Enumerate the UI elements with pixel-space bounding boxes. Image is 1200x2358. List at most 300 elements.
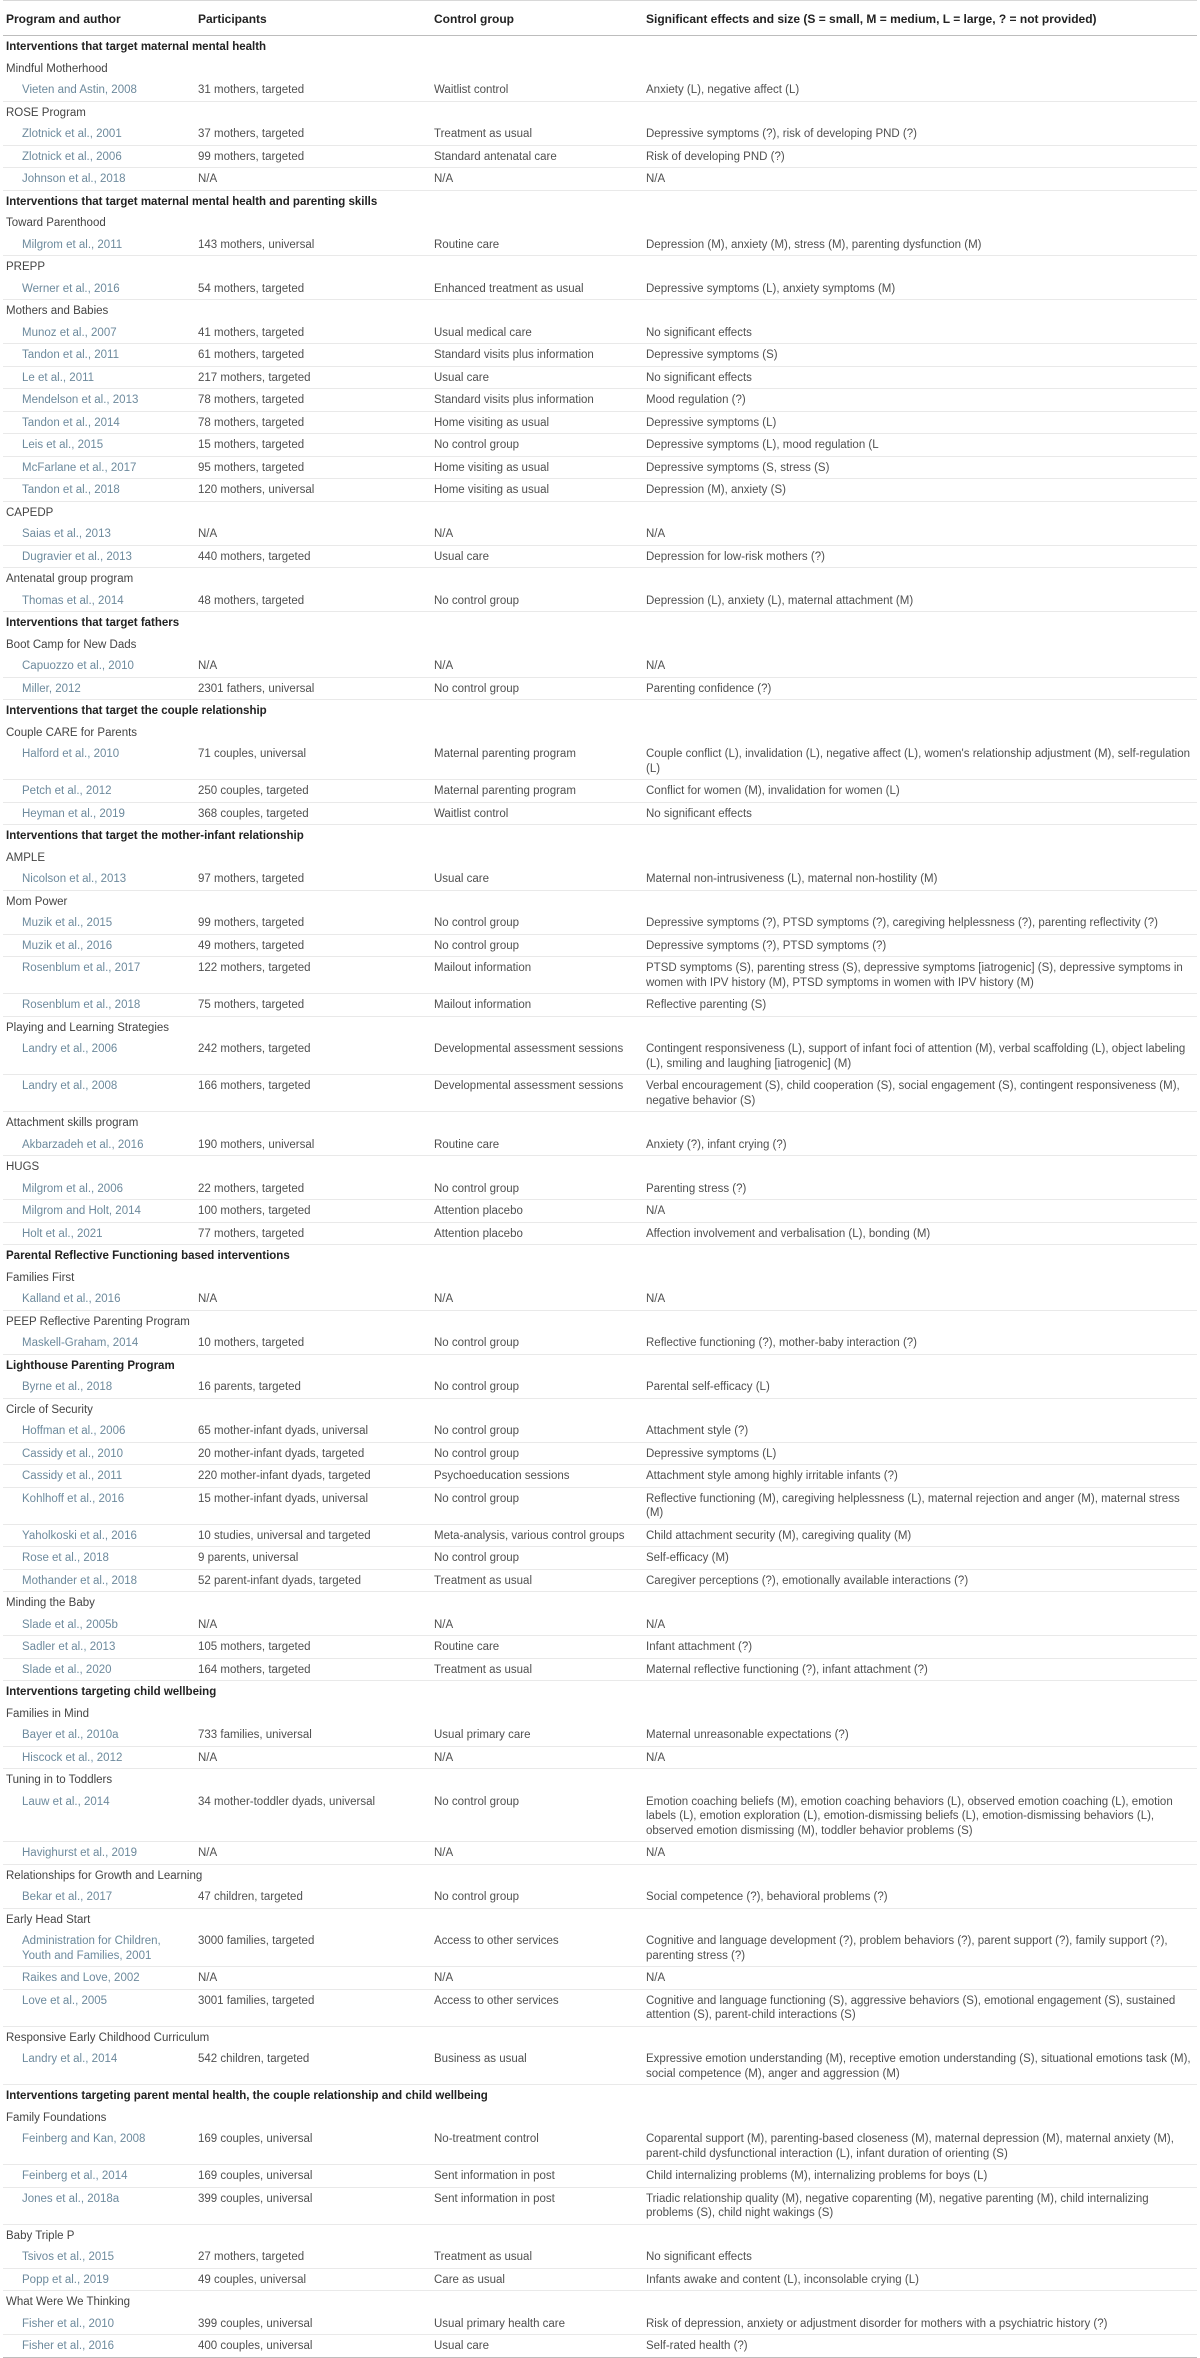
table-row — [3, 1200, 1197, 1223]
cell-control-group: No control group — [431, 1886, 643, 1908]
program-name: Mindful Motherhood — [6, 62, 108, 75]
cell-participants: 122 mothers, targeted — [195, 957, 431, 994]
cell-author: Akbarzadeh et al., 2016 — [3, 1134, 195, 1156]
cell-author: Thomas et al., 2014 — [3, 590, 195, 612]
cell-participants: N/A — [195, 1288, 431, 1310]
cell-control-group: Developmental assessment sessions — [431, 1075, 643, 1112]
cell-author: Slade et al., 2005b — [3, 1614, 195, 1636]
cell-participants: 77 mothers, targeted — [195, 1222, 431, 1245]
cell-control-group: Standard antenatal care — [431, 145, 643, 168]
cell-author: Slade et al., 2020 — [3, 1658, 195, 1681]
cell-effects: Depressive symptoms (S) — [643, 344, 1197, 367]
program-name-row — [3, 1016, 1197, 1038]
header-program-author: Program and author — [3, 1, 195, 36]
cell-author: Administration for Children, Youth and Families, 2001 — [3, 1930, 195, 1967]
cell-control-group: Standard visits plus information — [431, 344, 643, 367]
cell-author: McFarlane et al., 2017 — [3, 456, 195, 479]
program-name: Tuning in to Toddlers — [6, 1774, 113, 1786]
table-row — [3, 389, 1197, 412]
program-name-row — [3, 847, 1197, 869]
program-name: Relationships for Growth and Learning — [6, 1869, 203, 1882]
cell-control-group: Routine care — [431, 1134, 643, 1156]
cell-effects: Depressive symptoms (L), mood regulation (L — [643, 434, 1197, 457]
cell-control-group: No control group — [431, 1791, 643, 1842]
cell-effects: Depressive symptoms (?), risk of developing PND (?) — [643, 123, 1197, 145]
cell-author: Heyman et al., 2019 — [3, 802, 195, 825]
cell-author: Muzik et al., 2015 — [3, 912, 195, 934]
cell-effects: Mood regulation (?) — [643, 389, 1197, 412]
cell-effects: Contingent responsiveness (L), support of infant foci of attention (M), verbal scaffolding (L), object labeling (L), smiling and laughing [iatrogenic] (M) — [643, 1038, 1197, 1075]
cell-participants: 78 mothers, targeted — [195, 389, 431, 412]
cell-participants: 9 parents, universal — [195, 1547, 431, 1570]
program-name-row — [3, 1703, 1197, 1725]
cell-effects: Anxiety (L), negative affect (L) — [643, 79, 1197, 101]
program-name-row — [3, 1769, 1197, 1791]
cell-effects: PTSD symptoms (S), parenting stress (S), depressive symptoms [iatrogenic] (S), depressive symptoms in women with IPV history (M), PTSD symptoms in women with IPV history (M) — [643, 957, 1197, 994]
cell-control-group: Usual care — [431, 2335, 643, 2358]
table-row — [3, 434, 1197, 457]
section-heading-row — [3, 1681, 1197, 1703]
cell-effects: Child internalizing problems (M), internalizing problems for boys (L) — [643, 2165, 1197, 2188]
cell-participants: 100 mothers, targeted — [195, 1200, 431, 1223]
cell-participants: 27 mothers, targeted — [195, 2246, 431, 2268]
table-row — [3, 1569, 1197, 1592]
cell-participants: 368 couples, targeted — [195, 802, 431, 825]
cell-control-group: Access to other services — [431, 1930, 643, 1967]
cell-effects: N/A — [643, 655, 1197, 677]
cell-control-group: N/A — [431, 1746, 643, 1769]
header-participants: Participants — [195, 1, 431, 36]
cell-effects: Child attachment security (M), caregiving quality (M) — [643, 1524, 1197, 1547]
cell-author: Miller, 2012 — [3, 677, 195, 700]
cell-author: Capuozzo et al., 2010 — [3, 655, 195, 677]
table-row — [3, 1075, 1197, 1112]
cell-effects: Cognitive and language development (?), problem behaviors (?), parent support (?), family support (?), parenting stress (?) — [643, 1930, 1197, 1967]
cell-effects: Reflective functioning (?), mother-baby interaction (?) — [643, 1332, 1197, 1354]
cell-author: Munoz et al., 2007 — [3, 322, 195, 344]
program-name: Early Head Start — [6, 1913, 91, 1926]
cell-effects: Depressive symptoms (?), PTSD symptoms (?), caregiving helplessness (?), parenting reflectivity (?) — [643, 912, 1197, 934]
cell-author: Halford et al., 2010 — [3, 743, 195, 780]
cell-effects: Maternal reflective functioning (?), infant attachment (?) — [643, 1658, 1197, 1681]
cell-control-group: No control group — [431, 1547, 643, 1570]
cell-participants: 169 couples, universal — [195, 2165, 431, 2188]
cell-effects: Infants awake and content (L), inconsolable crying (L) — [643, 2268, 1197, 2291]
cell-effects: Parenting confidence (?) — [643, 677, 1197, 700]
cell-author: Landry et al., 2006 — [3, 1038, 195, 1075]
section-heading-row — [3, 612, 1197, 634]
table-row — [3, 2187, 1197, 2224]
cell-control-group: N/A — [431, 1842, 643, 1865]
cell-participants: 242 mothers, targeted — [195, 1038, 431, 1075]
cell-author: Bayer et al., 2010a — [3, 1724, 195, 1746]
cell-participants: 20 mother-infant dyads, targeted — [195, 1442, 431, 1465]
table-row — [3, 1178, 1197, 1200]
table-row — [3, 957, 1197, 994]
cell-control-group: Usual care — [431, 868, 643, 890]
cell-effects: N/A — [643, 1842, 1197, 1865]
program-name-row — [3, 1267, 1197, 1289]
table-row — [3, 994, 1197, 1017]
cell-control-group: Waitlist control — [431, 802, 643, 825]
cell-effects: Depression for low-risk mothers (?) — [643, 545, 1197, 568]
program-name: Circle of Security — [6, 1403, 93, 1416]
table-row — [3, 1222, 1197, 1245]
program-name-row — [3, 568, 1197, 590]
cell-participants: 400 couples, universal — [195, 2335, 431, 2358]
cell-effects: Triadic relationship quality (M), negative coparenting (M), negative parenting (M), child internalizing problems (S), child night wakings (S) — [643, 2187, 1197, 2224]
table-row — [3, 1614, 1197, 1636]
table-row — [3, 479, 1197, 502]
cell-author: Jones et al., 2018a — [3, 2187, 195, 2224]
cell-author: Milgrom et al., 2006 — [3, 1178, 195, 1200]
cell-participants: 166 mothers, targeted — [195, 1075, 431, 1112]
cell-author: Cassidy et al., 2011 — [3, 1465, 195, 1488]
table-row — [3, 344, 1197, 367]
cell-participants: 54 mothers, targeted — [195, 278, 431, 300]
cell-author: Bekar et al., 2017 — [3, 1886, 195, 1908]
table-row — [3, 456, 1197, 479]
cell-author: Holt et al., 2021 — [3, 1222, 195, 1245]
cell-author: Hiscock et al., 2012 — [3, 1746, 195, 1769]
program-name-row — [3, 634, 1197, 656]
cell-control-group: Enhanced treatment as usual — [431, 278, 643, 300]
program-name-row — [3, 1112, 1197, 1134]
program-name-row — [3, 101, 1197, 123]
table-row — [3, 780, 1197, 803]
table-row — [3, 912, 1197, 934]
program-name-row — [3, 58, 1197, 80]
table-row — [3, 677, 1197, 700]
cell-control-group: N/A — [431, 655, 643, 677]
cell-author: Muzik et al., 2016 — [3, 934, 195, 957]
cell-effects: Verbal encouragement (S), child cooperation (S), social engagement (S), contingent responsiveness (M), negative behavior (S) — [643, 1075, 1197, 1112]
program-name: Baby Triple P — [6, 2229, 75, 2242]
cell-author: Werner et al., 2016 — [3, 278, 195, 300]
cell-author: Raikes and Love, 2002 — [3, 1967, 195, 1990]
cell-participants: 41 mothers, targeted — [195, 322, 431, 344]
table-row — [3, 1465, 1197, 1488]
cell-participants: 78 mothers, targeted — [195, 411, 431, 434]
cell-author: Petch et al., 2012 — [3, 780, 195, 803]
table-row — [3, 1420, 1197, 1442]
cell-effects: Coparental support (M), parenting-based closeness (M), maternal depression (M), maternal anxiety (M), parent-child dysfunctional interaction (L), infant duration of orienting (S) — [643, 2128, 1197, 2165]
cell-control-group: Standard visits plus information — [431, 389, 643, 412]
section-heading-row — [3, 190, 1197, 212]
program-name: PEEP Reflective Parenting Program — [6, 1315, 190, 1328]
cell-control-group: Home visiting as usual — [431, 479, 643, 502]
program-name-row — [3, 1908, 1197, 1930]
table-row — [3, 1376, 1197, 1398]
cell-participants: 95 mothers, targeted — [195, 456, 431, 479]
cell-effects: Depressive symptoms (L) — [643, 411, 1197, 434]
cell-participants: 143 mothers, universal — [195, 234, 431, 256]
table-row — [3, 1842, 1197, 1865]
program-name-row — [3, 256, 1197, 278]
cell-effects: Maternal non-intrusiveness (L), maternal non-hostility (M) — [643, 868, 1197, 890]
cell-participants: 97 mothers, targeted — [195, 868, 431, 890]
cell-control-group: Treatment as usual — [431, 1658, 643, 1681]
section-heading: Interventions that target fathers — [6, 617, 180, 629]
cell-effects: No significant effects — [643, 2246, 1197, 2268]
cell-effects: Depression (L), anxiety (L), maternal attachment (M) — [643, 590, 1197, 612]
cell-effects: Depression (M), anxiety (S) — [643, 479, 1197, 502]
program-name-row — [3, 212, 1197, 234]
table-row — [3, 366, 1197, 389]
cell-effects: No significant effects — [643, 366, 1197, 389]
cell-effects: Conflict for women (M), invalidation for women (L) — [643, 780, 1197, 803]
table-row — [3, 523, 1197, 545]
table-row — [3, 1746, 1197, 1769]
cell-effects: Social competence (?), behavioral problems (?) — [643, 1886, 1197, 1908]
cell-author: Havighurst et al., 2019 — [3, 1842, 195, 1865]
cell-participants: N/A — [195, 1614, 431, 1636]
cell-author: Yaholkoski et al., 2016 — [3, 1524, 195, 1547]
cell-effects: Affection involvement and verbalisation (L), bonding (M) — [643, 1222, 1197, 1245]
program-name: What Were We Thinking — [6, 2296, 130, 2308]
cell-author: Byrne et al., 2018 — [3, 1376, 195, 1398]
cell-author: Tandon et al., 2018 — [3, 479, 195, 502]
cell-author: Johnson et al., 2018 — [3, 168, 195, 191]
cell-effects: Self-efficacy (M) — [643, 1547, 1197, 1570]
table-row — [3, 655, 1197, 677]
table-row — [3, 743, 1197, 780]
cell-participants: 65 mother-infant dyads, universal — [195, 1420, 431, 1442]
cell-participants: 2301 fathers, universal — [195, 677, 431, 700]
table-row — [3, 2268, 1197, 2291]
cell-participants: 22 mothers, targeted — [195, 1178, 431, 1200]
cell-author: Sadler et al., 2013 — [3, 1636, 195, 1659]
program-name-row — [3, 1398, 1197, 1420]
cell-control-group: Usual primary health care — [431, 2313, 643, 2335]
cell-effects: Reflective parenting (S) — [643, 994, 1197, 1017]
cell-control-group: Maternal parenting program — [431, 780, 643, 803]
cell-participants: 15 mothers, targeted — [195, 434, 431, 457]
cell-participants: 105 mothers, targeted — [195, 1636, 431, 1659]
program-name-row — [3, 2291, 1197, 2313]
program-name: Families First — [6, 1271, 75, 1284]
table-row — [3, 234, 1197, 256]
cell-control-group: No control group — [431, 1178, 643, 1200]
cell-participants: N/A — [195, 1967, 431, 1990]
cell-participants: N/A — [195, 1842, 431, 1865]
cell-participants: 169 couples, universal — [195, 2128, 431, 2165]
table-row — [3, 2165, 1197, 2188]
cell-participants: N/A — [195, 523, 431, 545]
cell-effects: Parental self-efficacy (L) — [643, 1376, 1197, 1398]
cell-participants: 71 couples, universal — [195, 743, 431, 780]
table-row — [3, 2246, 1197, 2268]
cell-effects: N/A — [643, 1614, 1197, 1636]
section-heading-row — [3, 825, 1197, 847]
table-row — [3, 2335, 1197, 2358]
cell-participants: 75 mothers, targeted — [195, 994, 431, 1017]
table-row — [3, 802, 1197, 825]
cell-effects: Self-rated health (?) — [643, 2335, 1197, 2358]
cell-author: Dugravier et al., 2013 — [3, 545, 195, 568]
cell-control-group: Routine care — [431, 234, 643, 256]
cell-control-group: Usual care — [431, 366, 643, 389]
cell-author: Milgrom et al., 2011 — [3, 234, 195, 256]
cell-control-group: Mailout information — [431, 957, 643, 994]
cell-effects: Depressive symptoms (L) — [643, 1442, 1197, 1465]
header-significant-effects: Significant effects and size (S = small, M = medium, L = large, ? = not provided) — [643, 1, 1197, 36]
cell-participants: 49 couples, universal — [195, 2268, 431, 2291]
cell-author: Feinberg and Kan, 2008 — [3, 2128, 195, 2165]
program-name: Minding the Baby — [6, 1597, 95, 1609]
cell-participants: 61 mothers, targeted — [195, 344, 431, 367]
cell-effects: N/A — [643, 523, 1197, 545]
cell-participants: 37 mothers, targeted — [195, 123, 431, 145]
cell-participants: 399 couples, universal — [195, 2313, 431, 2335]
cell-author: Maskell-Graham, 2014 — [3, 1332, 195, 1354]
program-name: Toward Parenthood — [6, 217, 106, 229]
table-row — [3, 79, 1197, 101]
section-heading: Interventions that target the mother-infant relationship — [6, 830, 304, 842]
cell-effects: N/A — [643, 1200, 1197, 1223]
program-name-row — [3, 2026, 1197, 2048]
table-row — [3, 1332, 1197, 1354]
header-control-group: Control group — [431, 1, 643, 36]
section-heading: Parental Reflective Functioning based interventions — [6, 1250, 290, 1262]
cell-author: Tandon et al., 2014 — [3, 411, 195, 434]
table-row — [3, 322, 1197, 344]
cell-author: Rose et al., 2018 — [3, 1547, 195, 1570]
cell-author: Mothander et al., 2018 — [3, 1569, 195, 1592]
program-name: Playing and Learning Strategies — [6, 1021, 170, 1034]
cell-effects: Caregiver perceptions (?), emotionally available interactions (?) — [643, 1569, 1197, 1592]
program-name-row — [3, 722, 1197, 744]
cell-author: Lauw et al., 2014 — [3, 1791, 195, 1842]
program-name-row — [3, 2107, 1197, 2129]
cell-control-group: Attention placebo — [431, 1222, 643, 1245]
cell-author: Hoffman et al., 2006 — [3, 1420, 195, 1442]
table-row — [3, 868, 1197, 890]
cell-control-group: Treatment as usual — [431, 2246, 643, 2268]
cell-control-group: Attention placebo — [431, 1200, 643, 1223]
table-row — [3, 278, 1197, 300]
cell-author: Kalland et al., 2016 — [3, 1288, 195, 1310]
table-row — [3, 1967, 1197, 1990]
interventions-table — [3, 0, 1197, 2358]
program-name: ROSE Program — [6, 106, 86, 119]
cell-effects: Attachment style (?) — [643, 1420, 1197, 1442]
cell-control-group: No control group — [431, 934, 643, 957]
cell-control-group: Treatment as usual — [431, 123, 643, 145]
cell-control-group: Care as usual — [431, 2268, 643, 2291]
cell-effects: N/A — [643, 1746, 1197, 1769]
cell-participants: 49 mothers, targeted — [195, 934, 431, 957]
table-row — [3, 1886, 1197, 1908]
cell-author: Kohlhoff et al., 2016 — [3, 1487, 195, 1524]
cell-effects: Emotion coaching beliefs (M), emotion coaching behaviors (L), observed emotion coaching (L), emotion labels (L), emotion exploration (L), emotion-dismissing beliefs (L), emotion-dismissing behaviors (L), observed emotion dismissing (M), toddler behavior problems (S) — [643, 1791, 1197, 1842]
cell-author: Tandon et al., 2011 — [3, 344, 195, 367]
table-row — [3, 1288, 1197, 1310]
cell-author: Landry et al., 2008 — [3, 1075, 195, 1112]
cell-participants: 47 children, targeted — [195, 1886, 431, 1908]
table-row — [3, 1442, 1197, 1465]
cell-control-group: No control group — [431, 1376, 643, 1398]
cell-control-group: N/A — [431, 523, 643, 545]
cell-participants: 34 mother-toddler dyads, universal — [195, 1791, 431, 1842]
cell-control-group: Waitlist control — [431, 79, 643, 101]
cell-author: Leis et al., 2015 — [3, 434, 195, 457]
cell-participants: 733 families, universal — [195, 1724, 431, 1746]
cell-control-group: Usual primary care — [431, 1724, 643, 1746]
cell-participants: N/A — [195, 1746, 431, 1769]
cell-effects: N/A — [643, 168, 1197, 191]
program-name: Mom Power — [6, 895, 68, 908]
cell-participants: 31 mothers, targeted — [195, 79, 431, 101]
program-name: PREPP — [6, 261, 45, 273]
section-heading-row — [3, 2085, 1197, 2107]
cell-author: Zlotnick et al., 2006 — [3, 145, 195, 168]
cell-effects: Depressive symptoms (L), anxiety symptoms (M) — [643, 278, 1197, 300]
cell-control-group: Home visiting as usual — [431, 411, 643, 434]
cell-control-group: Treatment as usual — [431, 1569, 643, 1592]
cell-control-group: No control group — [431, 1332, 643, 1354]
cell-effects: N/A — [643, 1288, 1197, 1310]
cell-effects: No significant effects — [643, 802, 1197, 825]
table-row — [3, 2048, 1197, 2085]
cell-participants: 52 parent-infant dyads, targeted — [195, 1569, 431, 1592]
program-name-row — [3, 300, 1197, 322]
program-name-row — [3, 2224, 1197, 2246]
cell-control-group: No control group — [431, 1420, 643, 1442]
table-row — [3, 1038, 1197, 1075]
table-row — [3, 2313, 1197, 2335]
program-name: CAPEDP — [6, 506, 54, 519]
cell-control-group: Business as usual — [431, 2048, 643, 2085]
cell-effects: Cognitive and language functioning (S), aggressive behaviors (S), emotional engagement (S), sustained attention (S), parent-child interactions (S) — [643, 1989, 1197, 2026]
program-name-row — [3, 1592, 1197, 1614]
section-heading: Interventions that target maternal mental health and parenting skills — [6, 195, 378, 208]
table-row — [3, 1636, 1197, 1659]
program-name: Couple CARE for Parents — [6, 726, 138, 739]
cell-participants: 164 mothers, targeted — [195, 1658, 431, 1681]
table-row — [3, 145, 1197, 168]
cell-participants: 10 mothers, targeted — [195, 1332, 431, 1354]
cell-effects: Couple conflict (L), invalidation (L), negative affect (L), women's relationship adjustment (M), self-regulation (L) — [643, 743, 1197, 780]
table-row — [3, 168, 1197, 191]
cell-effects: Risk of developing PND (?) — [643, 145, 1197, 168]
section-heading-row — [3, 36, 1197, 58]
program-name: Attachment skills program — [6, 1117, 139, 1129]
cell-control-group: Psychoeducation sessions — [431, 1465, 643, 1488]
section-heading-row — [3, 1245, 1197, 1267]
cell-control-group: Home visiting as usual — [431, 456, 643, 479]
cell-effects: Anxiety (?), infant crying (?) — [643, 1134, 1197, 1156]
cell-control-group: N/A — [431, 168, 643, 191]
cell-participants: N/A — [195, 655, 431, 677]
cell-participants: 217 mothers, targeted — [195, 366, 431, 389]
program-name-row — [3, 1310, 1197, 1332]
table-row — [3, 1791, 1197, 1842]
table-row — [3, 1989, 1197, 2026]
cell-control-group: Access to other services — [431, 1989, 643, 2026]
cell-control-group: Mailout information — [431, 994, 643, 1017]
cell-control-group: No control group — [431, 677, 643, 700]
cell-author: Mendelson et al., 2013 — [3, 389, 195, 412]
program-name: Family Foundations — [6, 2111, 107, 2124]
table-row — [3, 1658, 1197, 1681]
cell-participants: 190 mothers, universal — [195, 1134, 431, 1156]
program-name: Responsive Early Childhood Curriculum — [6, 2031, 210, 2044]
cell-control-group: No-treatment control — [431, 2128, 643, 2165]
section-heading: Lighthouse Parenting Program — [6, 1359, 175, 1372]
cell-author: Le et al., 2011 — [3, 366, 195, 389]
cell-participants: 250 couples, targeted — [195, 780, 431, 803]
